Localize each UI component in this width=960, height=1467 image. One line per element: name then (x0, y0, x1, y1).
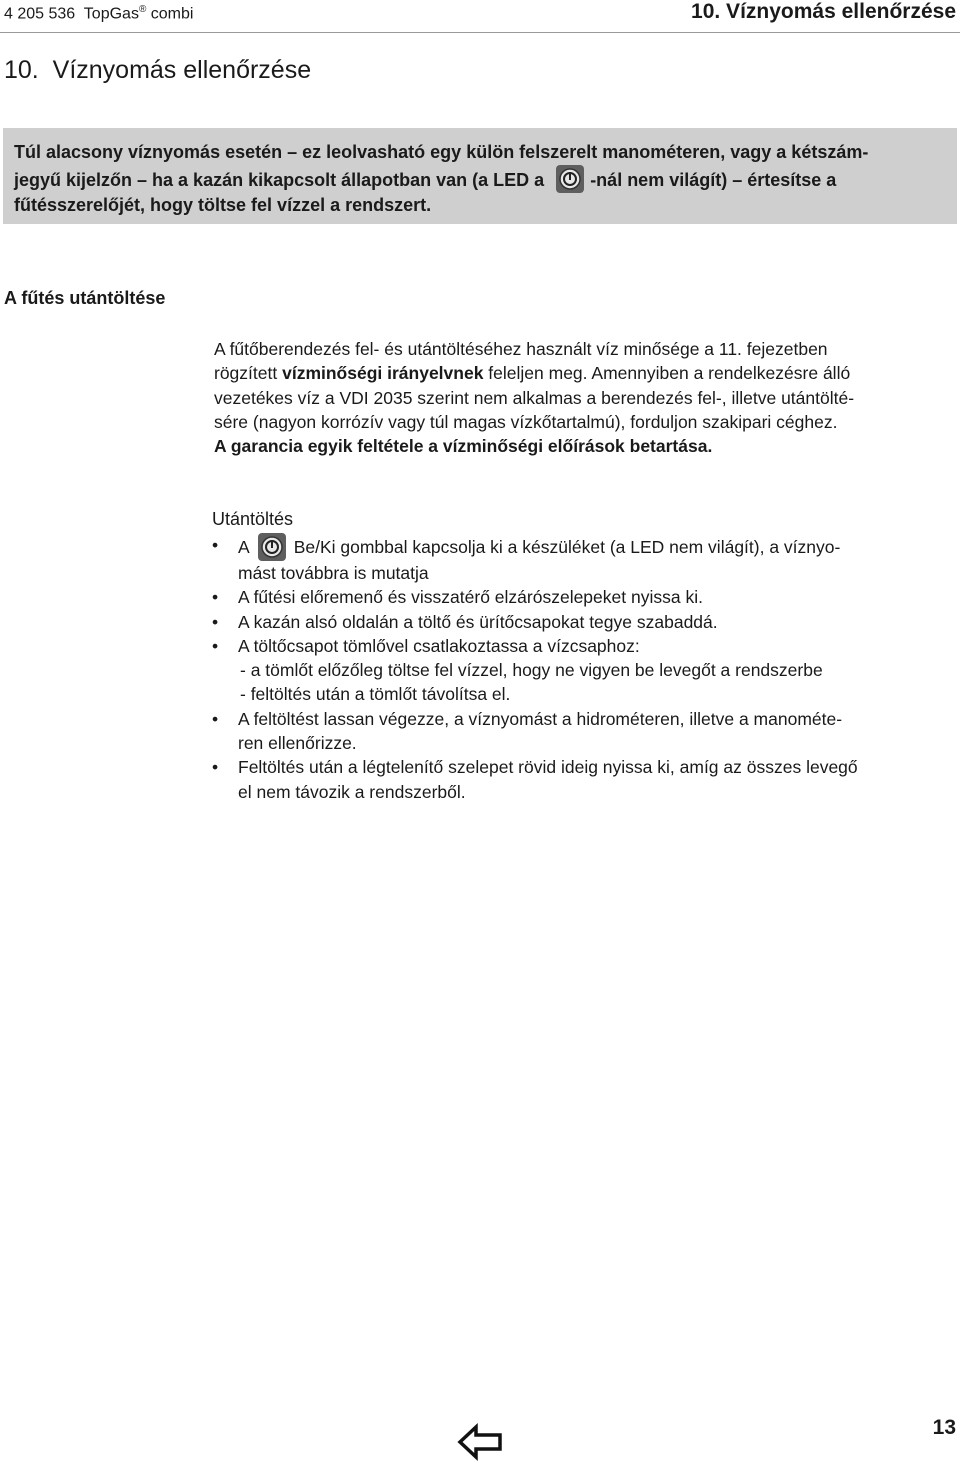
list-item (212, 610, 958, 634)
refill-steps-list (212, 533, 958, 804)
step-1a: A (238, 537, 250, 557)
header-chapter: 10. Víznyomás ellenőrzése (691, 0, 956, 23)
notice-line-2a: jegyű kijelzőn – ha a kazán kikapcsolt állapotban van (a LED a (14, 169, 545, 190)
step-5-line-2: ren ellenőrizze. (238, 733, 357, 754)
para-line-1: A fűtőberendezés fel- és utántöltéséhez használt víz minősége a 11. fejezetben (214, 339, 828, 359)
para-line-3: vezetékes víz a VDI 2035 szerint nem alkalmas a berendezés fel-, illetve utántölté- (214, 387, 855, 408)
para-line-4: sére (nagyon korrózív vagy túl magas vízkőtartalmú), forduljon szakipari céghez. (214, 411, 838, 432)
step-1b: Be/Ki gombbal kapcsolja ki a készüléket (a LED nem világít), a víznyo- (293, 537, 841, 557)
warranty-note: A garancia egyik feltétele a vízminőségi előírások betartása. (214, 436, 713, 457)
page-number: 13 (932, 1416, 956, 1439)
list-item (212, 707, 958, 756)
step-3: A kazán alsó oldalán a töltő és ürítőcsapokat tegye szabaddá. (238, 611, 718, 632)
bullet: • (212, 757, 219, 778)
notice-line-3: fűtésszerelőjét, hogy töltse fel vízzel a rendszert. (14, 194, 432, 215)
bullet: • (212, 708, 219, 729)
step-4: A töltőcsapot tömlővel csatlakoztassa a vízcsaphoz: (238, 635, 640, 656)
list-item (212, 755, 958, 804)
guideline-reference: vízminőségi irányelvnek (282, 363, 484, 384)
para-line-2 (214, 361, 954, 385)
page-title: 10. Víznyomás ellenőrzése (4, 56, 312, 84)
step-5-line-1: A feltöltést lassan végezze, a víznyomást a hidrométeren, illetve a manométe- (238, 708, 843, 729)
para-line-2c: feleljen meg. Amennyiben a rendelkezésre álló (483, 363, 851, 384)
bullet: • (212, 611, 219, 632)
step-4-sub-2: - feltöltés után a tömlőt távolítsa el. (240, 684, 511, 705)
notice-line-2 (14, 165, 947, 193)
list-item (212, 533, 958, 585)
step-2: A fűtési előremenő és visszatérő elzárószelepeket nyissa ki. (238, 587, 703, 608)
step-1-line-2: mást továbbra is mutatja (238, 563, 429, 583)
product-variant: combi (150, 5, 194, 23)
para-line-5 (214, 434, 954, 458)
bullet: • (212, 535, 219, 555)
bullet: • (212, 587, 219, 608)
water-quality-paragraph (214, 337, 954, 458)
notice-line-1: Túl alacsony víznyomás esetén – ez leolvasható egy külön felszerelt manométeren, vagy a kétszám- (14, 142, 869, 162)
doc-number: 4 205 536 (4, 5, 76, 23)
refill-title: Utántöltés (212, 509, 294, 529)
header-doc-info (4, 4, 193, 23)
notice-line-2b: -nál nem világít) – értesítse a (590, 169, 837, 190)
registered-mark: ® (138, 4, 147, 15)
power-button-icon (258, 533, 286, 561)
para-line-2a: rögzített (214, 363, 283, 384)
power-button-icon (556, 165, 584, 193)
step-1-line-1 (238, 533, 958, 561)
list-item (212, 585, 958, 609)
notice-box (3, 128, 957, 224)
list-item (212, 634, 958, 707)
step-6-line-2: el nem távozik a rendszerből. (238, 781, 466, 802)
bullet: • (212, 635, 219, 656)
section-heading: A fűtés utántöltése (4, 288, 166, 308)
header-divider (0, 32, 960, 33)
step-4-sub-1: - a tömlőt előzőleg töltse fel vízzel, hogy ne vigyen be levegőt a rendszerbe (240, 660, 823, 681)
product-name: TopGas (83, 5, 139, 23)
back-arrow-icon[interactable] (456, 1422, 504, 1462)
step-6-line-1: Feltöltés után a légtelenítő szelepet rövid ideig nyissa ki, amíg az összes levegő (238, 757, 858, 778)
